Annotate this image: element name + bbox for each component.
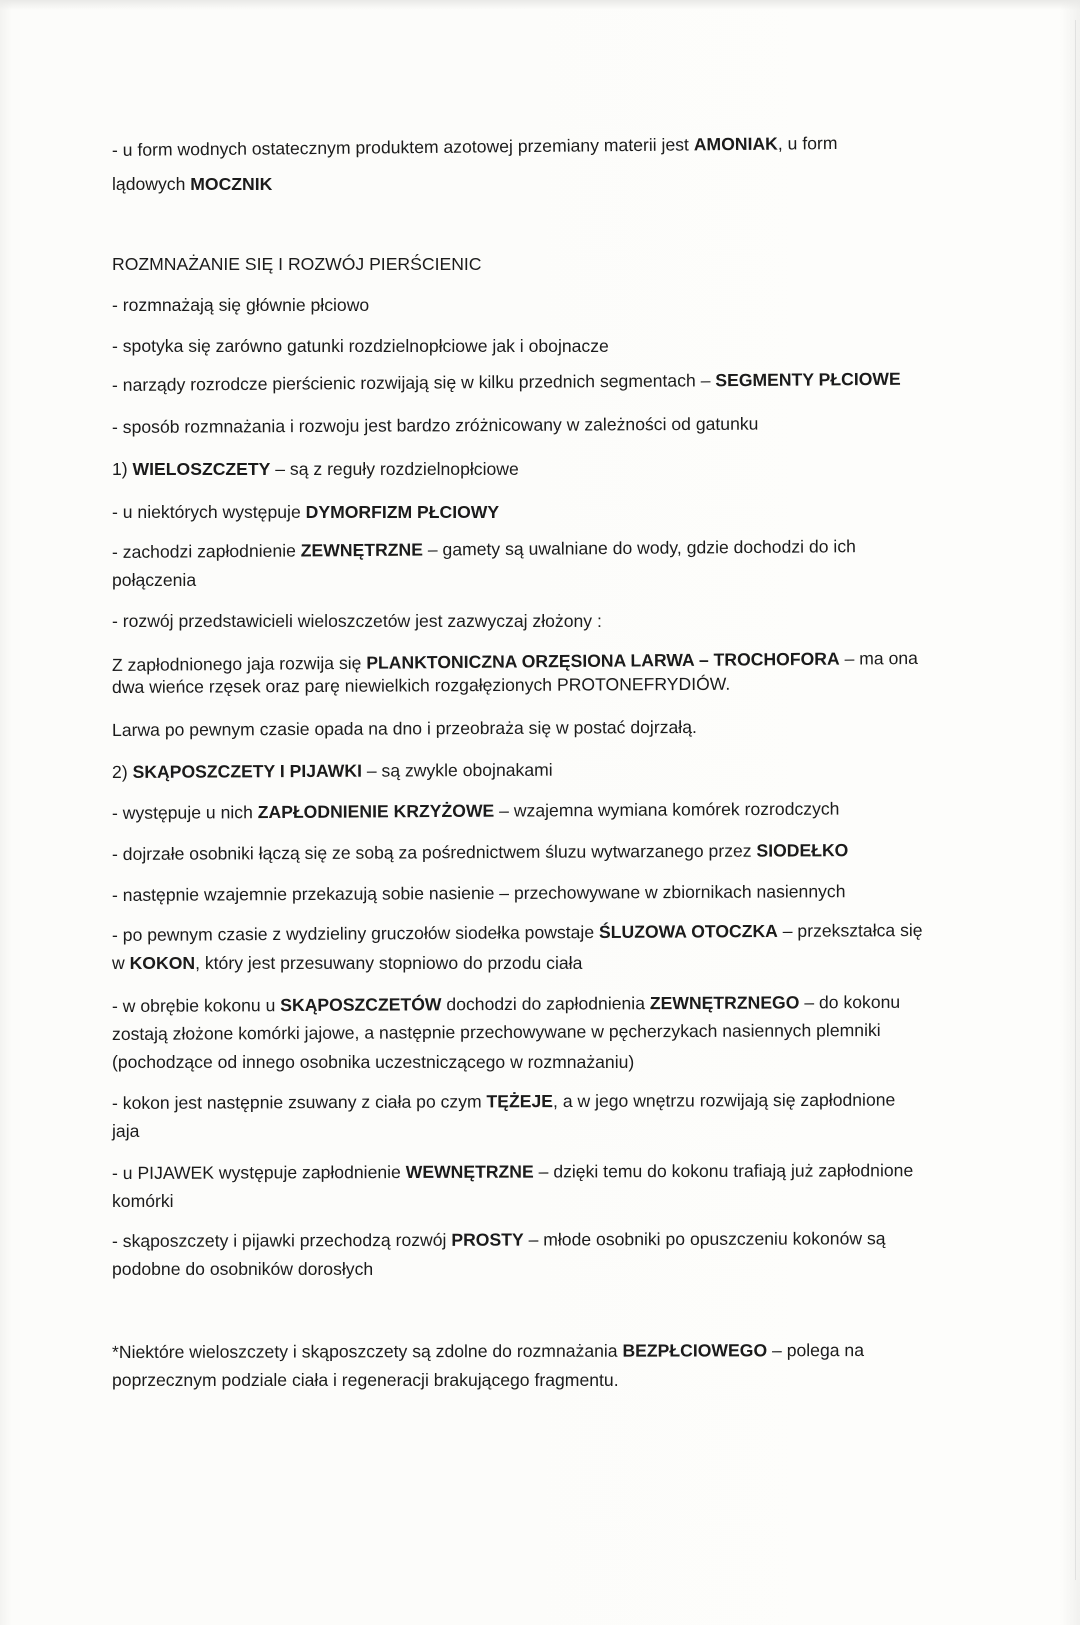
text-segment: dwa wieńce rzęsek oraz parę niewielkich rozgałęzionych PROTONEFRYDIÓW. — [111, 673, 731, 697]
bold-term: SKĄPOSZCZETÓW — [280, 994, 442, 1016]
text-segment: podobne do osobników dorosłych — [112, 1259, 374, 1279]
bold-term: PROSTY — [451, 1229, 524, 1250]
text-segment: – są z reguły rozdzielnopłciowe — [270, 459, 519, 479]
text-segment: - po pewnym czasie z wydzieliny gruczołów siodełka powstaje — [111, 922, 600, 945]
text-segment: – polega na — [767, 1340, 865, 1361]
text-segment: 1) — [112, 459, 133, 479]
text-segment: zostają złożone komórki jajowe, a następnie przechowywane w pęcherzykach nasiennych plemniki — [111, 1019, 881, 1044]
text-line — [112, 536, 856, 562]
text-line — [112, 1191, 174, 1211]
text-line — [112, 254, 482, 274]
text-line — [112, 369, 901, 395]
text-segment: – gamety są uwalniane do wody, gdzie dochodzi do ich — [422, 536, 856, 560]
text-line — [112, 840, 848, 864]
text-line — [112, 1121, 139, 1141]
text-segment: - u PIJAWEK występuje zapłodnienie — [111, 1161, 406, 1183]
text-segment: w — [112, 953, 130, 973]
bold-term: DYMORFIZM PŁCIOWY — [305, 502, 500, 522]
text-segment: – przekształca się — [777, 920, 923, 941]
text-segment: Larwa po pewnym czasie opada na dno i przeobraża się w postać dojrzałą. — [111, 716, 697, 740]
text-segment: ROZMNAŻANIE SIĘ I ROZWÓJ PIERŚCIENIC — [112, 254, 482, 274]
text-line — [112, 648, 918, 675]
text-segment: - zachodzi zapłodnienie — [111, 540, 301, 562]
text-segment: - narządy rozrodcze pierścienic rozwijają się w kilku przednich segmentach – — [111, 370, 716, 395]
text-line — [112, 992, 900, 1016]
bold-term: WIELOSZCZETY — [132, 459, 271, 479]
text-segment: poprzecznym podziale ciała i regeneracji brakującego fragmentu. — [112, 1370, 619, 1390]
text-segment: – młode osobniki po opuszczeniu kokonów są — [523, 1228, 886, 1250]
text-line — [112, 799, 840, 823]
text-line — [112, 717, 697, 740]
text-line — [112, 295, 369, 315]
bold-term: WEWNĘTRZNE — [405, 1161, 534, 1182]
text-line — [112, 459, 519, 479]
bold-term: KOKON — [129, 953, 196, 973]
text-line — [112, 1090, 895, 1113]
text-segment: - w obrębie kokonu u — [111, 995, 281, 1016]
text-line — [112, 760, 553, 782]
bold-term: ZAPŁODNIENIE KRZYŻOWE — [257, 800, 495, 823]
text-line — [112, 1340, 864, 1362]
text-line — [112, 1052, 634, 1072]
bold-term: TĘŻEJE — [486, 1091, 554, 1112]
text-segment: - spotyka się zarówno gatunki rozdzielnopłciowe jak i obojnacze — [112, 336, 609, 356]
text-segment: - rozmnażają się głównie płciowo — [112, 295, 370, 315]
text-line — [112, 953, 582, 973]
text-segment: - rozwój przedstawicieli wieloszczetów jest zazwyczaj złożony : — [112, 611, 602, 631]
text-segment: - występuje u nich — [111, 802, 258, 823]
text-line — [112, 920, 923, 945]
text-segment: – wzajemna wymiana komórek rozrodczych — [494, 798, 840, 821]
text-segment: jaja — [112, 1121, 140, 1141]
text-segment: dochodzi do zapłodnienia — [441, 993, 650, 1015]
text-line — [112, 1259, 373, 1279]
text-line — [112, 502, 499, 522]
scan-top-shadow — [0, 0, 1080, 10]
text-line — [112, 1228, 886, 1251]
text-line — [112, 570, 196, 590]
text-segment: - u form wodnych ostatecznym produktem azotowej przemiany materii jest — [111, 134, 694, 160]
bold-term: AMONIAK — [693, 133, 778, 155]
bold-term: ŚLUZOWA OTOCZKA — [598, 920, 778, 943]
text-segment: – dzięki temu do kokonu trafiają już zapłodnione — [533, 1160, 914, 1182]
bold-term: SIODEŁKO — [756, 840, 849, 861]
text-segment: , który jest przesuwany stopniowo do przodu ciała — [195, 953, 583, 973]
text-line — [112, 674, 730, 697]
text-segment: - dojrzałe osobniki łączą się ze sobą za pośrednictwem śluzu wytwarzanego przez — [111, 840, 757, 864]
text-segment: , u form — [777, 133, 838, 154]
text-segment: 2) — [111, 761, 133, 782]
text-segment: *Niektóre wieloszczety i skąposzczety są zdolne do rozmnażania — [111, 1340, 623, 1362]
text-line — [112, 133, 838, 160]
text-line — [112, 174, 272, 194]
text-line — [112, 1160, 913, 1183]
text-line — [112, 611, 602, 631]
bold-term: ZEWNĘTRZNE — [300, 539, 424, 561]
bold-term: PLANKTONICZNA ORZĘSIONA LARWA – TROCHOFORA — [366, 648, 840, 673]
text-segment: - sposób rozmnażania i rozwoju jest bardzo zróżnicowany w zależności od gatunku — [111, 413, 759, 437]
text-segment: , a w jego wnętrzu rozwijają się zapłodnione — [552, 1089, 896, 1112]
bold-term: MOCZNIK — [190, 174, 273, 194]
text-segment: Z zapłodnionego jaja rozwija się — [111, 652, 367, 675]
scan-right-edge — [1075, 20, 1076, 1580]
text-segment: komórki — [112, 1191, 174, 1211]
text-segment: - następnie wzajemnie przekazują sobie nasienie – przechowywane w zbiornikach nasiennych — [111, 881, 846, 905]
text-line — [112, 1370, 619, 1390]
text-segment: lądowych — [112, 174, 191, 194]
text-segment: - skąposzczety i pijawki przechodzą rozwój — [111, 1229, 452, 1251]
text-line — [112, 336, 609, 356]
text-segment: – do kokonu — [799, 991, 901, 1013]
text-segment: – są zwykle obojnakami — [361, 759, 553, 781]
text-line — [112, 881, 846, 905]
text-segment: - u niektórych występuje — [112, 502, 306, 522]
bold-term: SEGMENTY PŁCIOWE — [715, 368, 901, 391]
bold-term: SKĄPOSZCZETY I PIJAWKI — [132, 760, 363, 782]
text-segment: połączenia — [112, 570, 197, 590]
text-line — [112, 1020, 881, 1044]
text-segment: – ma ona — [839, 647, 918, 669]
bold-term: BEZPŁCIOWEGO — [622, 1340, 768, 1361]
text-line — [112, 414, 759, 437]
text-segment: - kokon jest następnie zsuwany z ciała po czym — [111, 1091, 487, 1113]
text-segment: (pochodzące od innego osobnika uczestniczącego w rozmnażaniu) — [112, 1052, 635, 1072]
bold-term: ZEWNĘTRZNEGO — [649, 992, 800, 1014]
